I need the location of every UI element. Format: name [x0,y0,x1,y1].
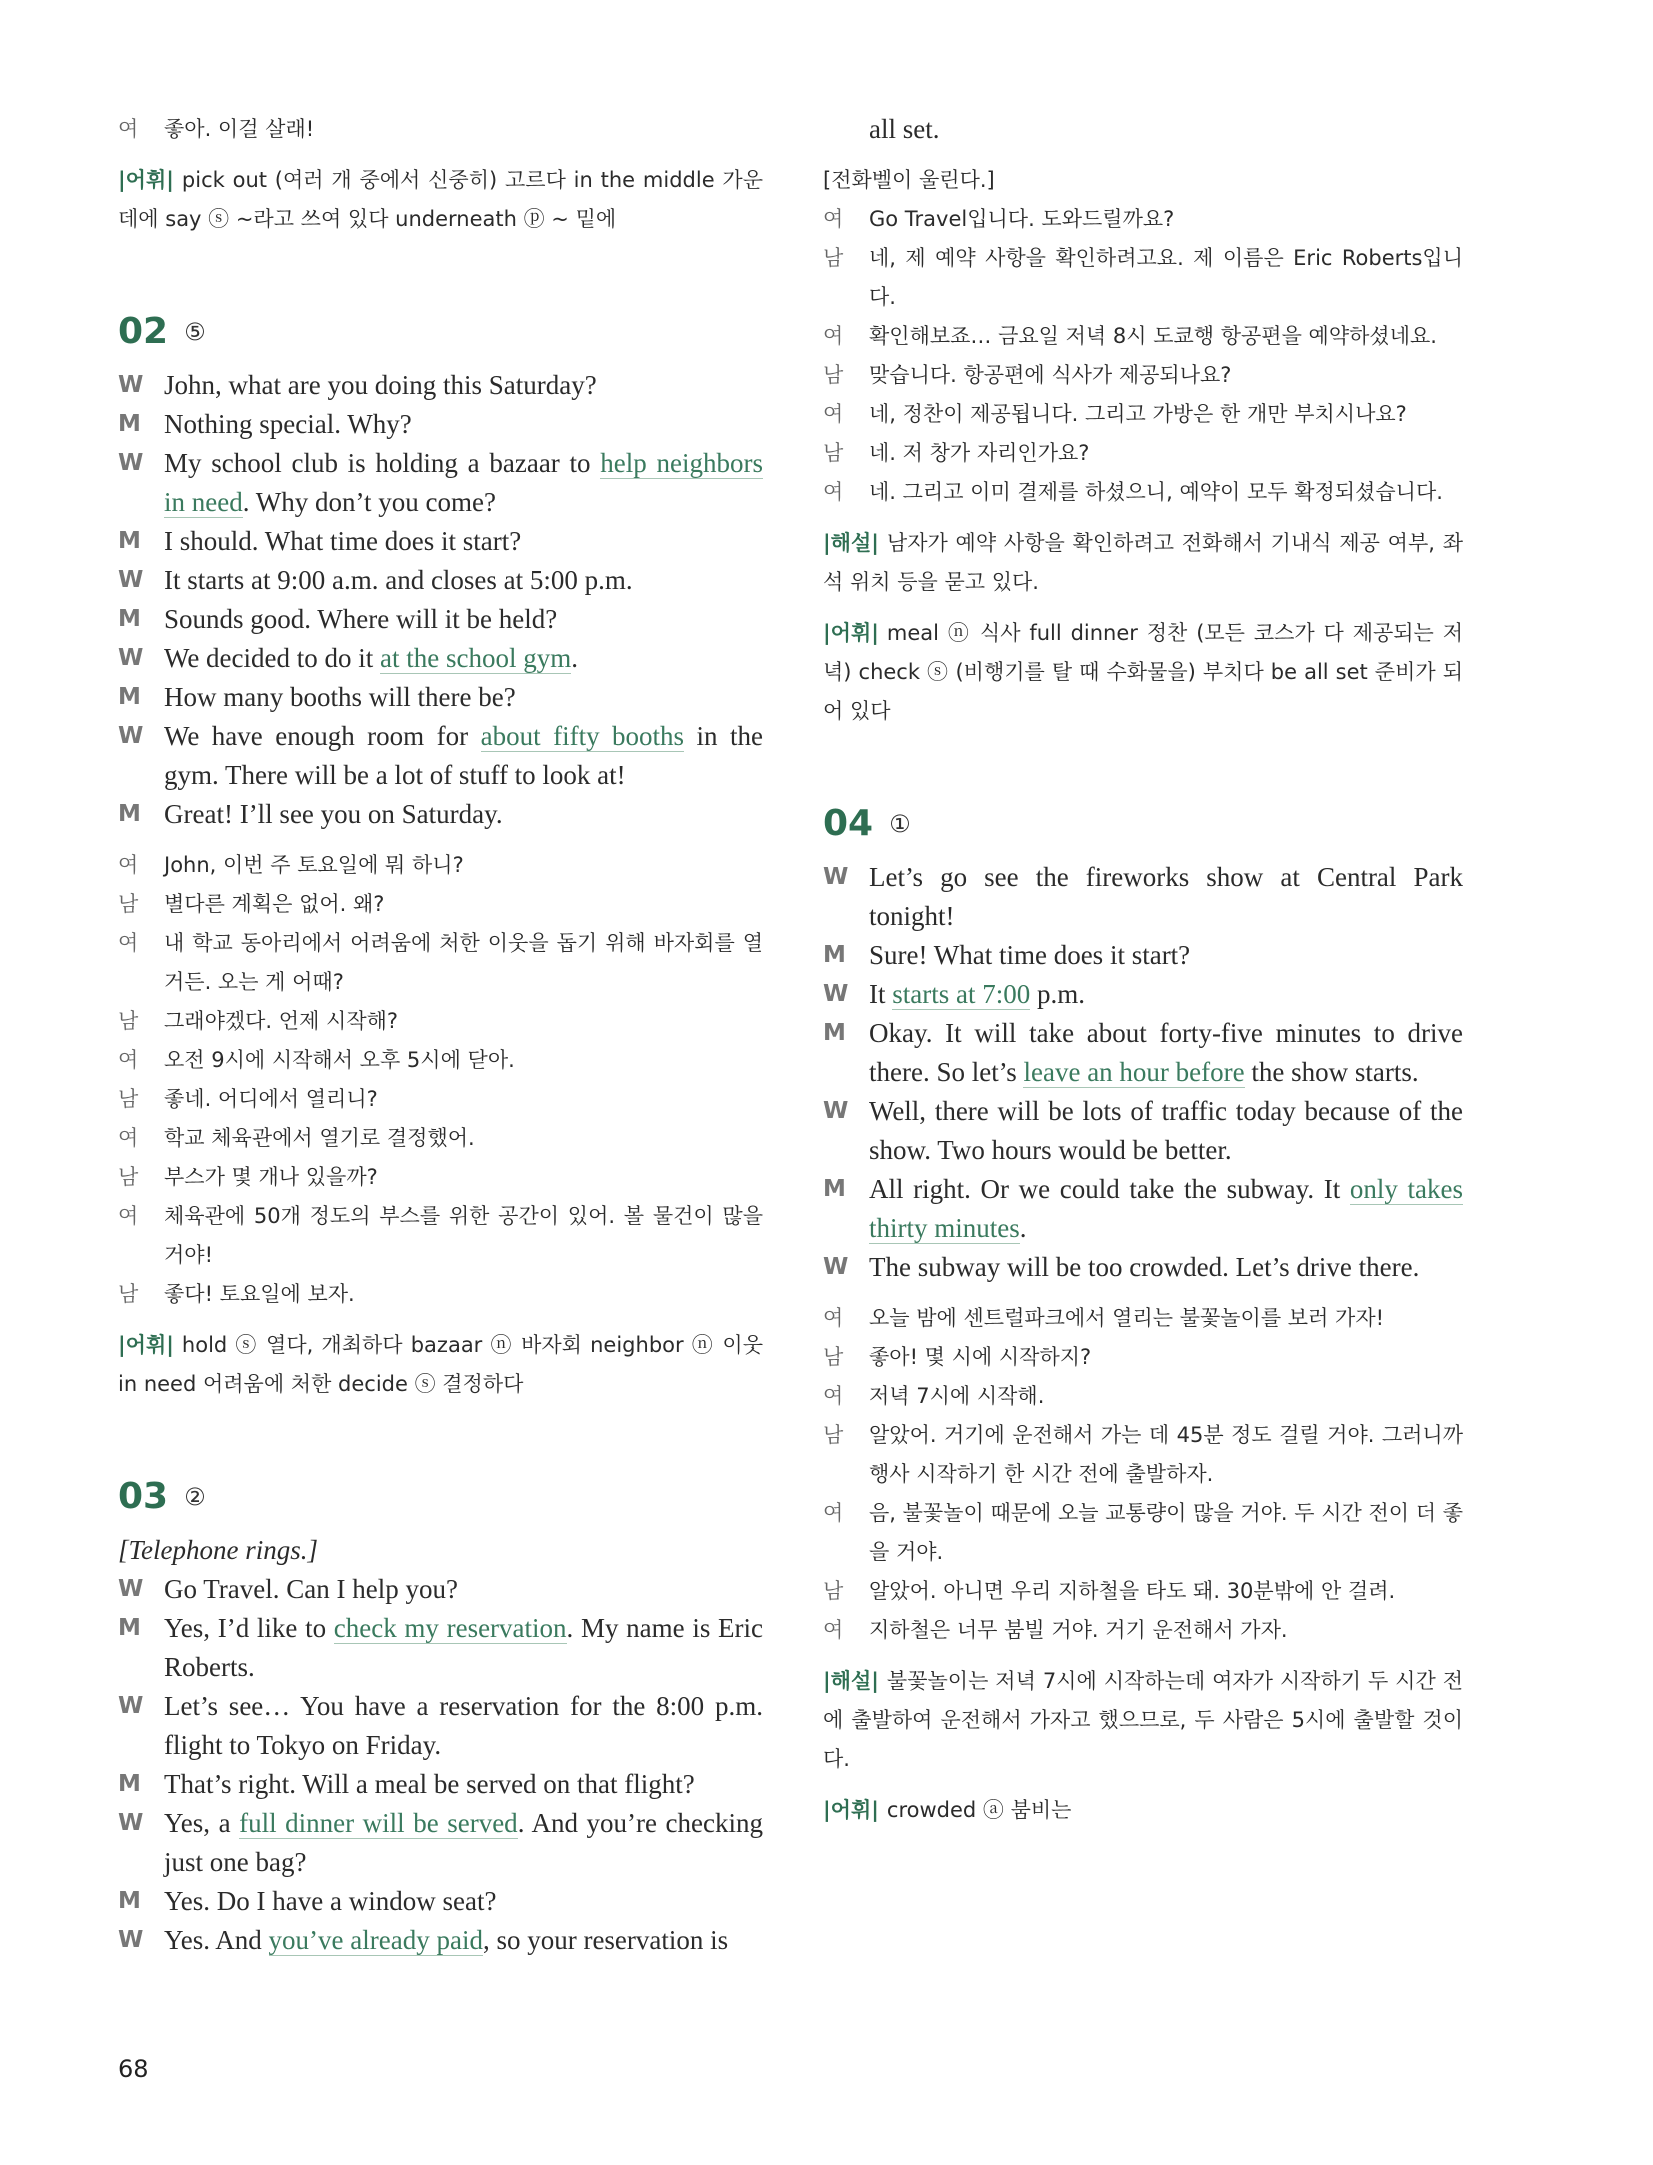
en-text [869,975,1463,1014]
speaker-label: 여 [823,207,844,231]
ko-dialogue-line [823,473,1463,512]
en-dialogue-line [823,1170,1463,1248]
en-text [164,600,763,639]
right-column [823,110,1463,1830]
text-segment: John, what are you doing this Saturday? [164,370,597,400]
text-segment: I should. What time does it start? [164,526,522,556]
vocab-text: meal ⓝ 식사 full dinner 정찬 (모든 코스가 다 제공되는 저녁) check ⓢ (비행기를 탈 때 수화물을) 부치다 be all set 준비가 되어 있다 [823,621,1463,723]
speaker-label: W [823,1098,849,1124]
en-dialogue-line [118,1765,763,1804]
en-dialogue-line [118,1882,763,1921]
speaker-label: 남 [823,363,844,387]
explanation-note [823,1662,1463,1779]
text-segment: . Why don’t you come? [242,487,496,517]
answer-highlight: help neighbors in need [164,448,763,517]
en-text [869,1014,1463,1092]
explanation-note [823,524,1463,602]
speaker-label: 여 [823,1618,844,1642]
en-dialogue-line [823,936,1463,975]
ko-dialogue-line [823,1377,1463,1416]
ko-text: 네, 제 예약 사항을 확인하려고요. 제 이름은 Eric Roberts입니다. [869,246,1463,309]
vocab-note [823,614,1463,731]
speaker-label: W [118,567,144,593]
en-text [164,1570,763,1609]
speaker-label: 남 [823,1579,844,1603]
answer-number: ① [889,809,911,838]
answer-highlight: leave an hour before [1023,1057,1245,1087]
q04-korean-dialogue [823,1299,1463,1650]
speaker-label: 여 [118,931,139,955]
text-segment: , so your reservation is [482,1925,729,1955]
text-segment: Yes. And [164,1925,269,1955]
speaker-label: 남 [118,1282,139,1306]
ko-dialogue-line [823,356,1463,395]
en-text [164,444,763,522]
explanation-tag: |해설| [823,1669,879,1693]
en-text [164,1882,763,1921]
ko-dialogue-line [823,1611,1463,1650]
speaker-label: 남 [118,1165,139,1189]
speaker-label: M [118,684,141,710]
vocab-note [823,1791,1463,1830]
ko-text: 별다른 계획은 없어. 왜? [164,892,385,916]
text-segment: Nothing special. Why? [164,409,412,439]
en-dialogue-line [118,1804,763,1882]
ko-dialogue-line [823,1416,1463,1494]
vocab-tag: |어휘| [118,1333,174,1357]
en-text [869,1092,1463,1170]
vocab-text: pick out (여러 개 중에서 신중히) 고르다 in the middle 가운데에 say ⓢ ~라고 쓰여 있다 underneath ⓟ ~ 밑에 [118,168,763,231]
en-text [164,522,763,561]
answer-number: ⑤ [184,317,206,346]
en-text [164,1804,763,1882]
speaker-label: 여 [118,117,139,141]
speaker-label: M [823,942,846,968]
ko-text: 좋아! 몇 시에 시작하지? [869,1345,1092,1369]
answer-highlight: at the school gym [380,643,572,673]
speaker-label: 여 [118,1204,139,1228]
text-segment: Well, there will be lots of traffic today because of the show. Two hours would be better. [869,1096,1463,1165]
text-segment: We have enough room for [164,721,481,751]
dialogue-continuation: all set. [869,114,940,144]
ko-text: 알았어. 아니면 우리 지하철을 타도 돼. 30분밖에 안 걸려. [869,1579,1396,1603]
text-segment: All right. Or we could take the subway. It [869,1174,1350,1204]
answer-number: ② [184,1482,206,1511]
speaker-label: M [118,801,141,827]
ko-text: John, 이번 주 토요일에 뭐 하니? [164,853,464,877]
speaker-label: 남 [823,441,844,465]
question-number: 03 [118,1476,169,1517]
ko-dialogue-line [118,1197,763,1275]
en-dialogue-line [823,858,1463,936]
text-segment: Go Travel. Can I help you? [164,1574,458,1604]
speaker-label: M [118,411,141,437]
text-segment: It [869,979,893,1009]
ko-text: 네. 그리고 이미 결제를 하셨으니, 예약이 모두 확정되셨습니다. [869,480,1443,504]
q03-korean-dialogue [823,200,1463,512]
en-dialogue-line [823,1014,1463,1092]
ko-text: 음, 불꽃놀이 때문에 오늘 교통량이 많을 거야. 두 시간 전이 더 좋을 거야. [869,1501,1463,1564]
en-dialogue-line [118,1687,763,1765]
en-text [164,405,763,444]
speaker-label: W [118,645,144,671]
en-dialogue-line [823,1092,1463,1170]
text-segment: . And you’re checking just one bag? [164,1808,763,1877]
text-segment: in the gym. There will be a lot of stuff to look at! [164,721,764,790]
speaker-label: 남 [823,1345,844,1369]
ko-dialogue-line [118,1002,763,1041]
vocab-text: hold ⓢ 열다, 개최하다 bazaar ⓝ 바자회 neighbor ⓝ 이웃 in need 어려움에 처한 decide ⓢ 결정하다 [118,1333,763,1396]
speaker-label: W [118,1810,144,1836]
speaker-label: W [118,450,144,476]
en-text [164,1921,763,1960]
ko-stage-direction: [전화벨이 울린다.] [823,168,995,192]
en-dialogue-line [823,975,1463,1014]
speaker-label: 여 [823,324,844,348]
speaker-label: M [823,1020,846,1046]
speaker-label: M [118,1615,141,1641]
en-dialogue-line [118,1921,763,1960]
q04-english-dialogue [823,858,1463,1287]
speaker-label: W [118,1576,144,1602]
text-segment: Yes, a [164,1808,240,1838]
text-segment: Yes. Do I have a window seat? [164,1886,497,1916]
ko-dialogue-line [823,1338,1463,1377]
en-dialogue-line [823,1248,1463,1287]
en-text [869,936,1463,975]
speaker-label: W [118,1927,144,1953]
explanation-text: 불꽃놀이는 저녁 7시에 시작하는데 여자가 시작하기 두 시간 전에 출발하여 운전해서 가자고 했으므로, 두 사람은 5시에 출발할 것이다. [823,1669,1463,1771]
text-segment: Let’s see… You have a reservation for the 8:00 p.m. flight to Tokyo on Friday. [164,1691,763,1760]
ko-dialogue-line [118,1275,763,1314]
en-dialogue-line [118,444,763,522]
en-dialogue-line [118,1570,763,1609]
ko-dialogue-line [823,239,1463,317]
ko-dialogue-line [118,1080,763,1119]
ko-dialogue-line [823,200,1463,239]
text-segment: the show starts. [1244,1057,1419,1087]
en-dialogue-line [118,795,763,834]
text-segment: My school club is holding a bazaar to [164,448,601,478]
en-dialogue-line [118,366,763,405]
speaker-label: W [118,372,144,398]
q03-english-dialogue [118,1570,763,1960]
ko-text: 오전 9시에 시작해서 오후 5시에 닫아. [164,1048,515,1072]
ko-text: 맞습니다. 항공편에 식사가 제공되나요? [869,363,1232,387]
vocab-note [118,161,763,239]
ko-text: 확인해보죠… 금요일 저녁 8시 도쿄행 항공편을 예약하셨네요. [869,324,1437,348]
ko-dialogue-line [823,395,1463,434]
question-number: 04 [823,803,874,844]
speaker-label: 남 [118,1009,139,1033]
ko-text: 지하철은 너무 붐빌 거야. 거기 운전해서 가자. [869,1618,1288,1642]
speaker-label: 여 [823,402,844,426]
en-text [164,678,763,717]
en-text [164,717,763,795]
text-segment: We decided to do it [164,643,381,673]
speaker-label: 여 [118,1126,139,1150]
answer-highlight: check my reservation [333,1613,567,1643]
en-dialogue-line [118,717,763,795]
en-text [164,1609,763,1687]
ko-dialogue-line [118,110,763,149]
en-text [869,1170,1463,1248]
en-text [164,1765,763,1804]
text-segment: Let’s go see the fireworks show at Central Park tonight! [869,862,1463,931]
text-segment: . [1019,1213,1027,1243]
answer-highlight: only takes thirty minutes [869,1174,1463,1243]
text-segment: It starts at 9:00 a.m. and closes at 5:00 p.m. [164,565,633,595]
speaker-label: 여 [823,1501,844,1525]
en-dialogue-line [118,561,763,600]
speaker-label: W [823,1254,849,1280]
en-text [164,795,763,834]
text-segment: Sounds good. Where will it be held? [164,604,558,634]
en-dialogue-line [118,1609,763,1687]
speaker-label: 여 [823,480,844,504]
ko-dialogue-line [118,846,763,885]
ko-dialogue-line [823,1299,1463,1338]
ko-dialogue-line [118,1041,763,1080]
page-number: 68 [118,2055,149,2083]
speaker-label: M [118,1771,141,1797]
ko-text: 체육관에 50개 정도의 부스를 위한 공간이 있어. 볼 물건이 많을 거야! [164,1204,763,1267]
ko-text: 그래야겠다. 언제 시작해? [164,1009,399,1033]
ko-dialogue-line [823,434,1463,473]
speaker-label: 여 [823,1306,844,1330]
text-segment: . [571,643,578,673]
question-03-header [118,1476,763,1517]
en-text [869,1248,1463,1287]
text-segment: p.m. [1030,979,1085,1009]
en-dialogue-line [118,600,763,639]
speaker-label: M [118,1888,141,1914]
speaker-label: 여 [823,1384,844,1408]
ko-text: 네. 저 창가 자리인가요? [869,441,1090,465]
ko-text: 오늘 밤에 센트럴파크에서 열리는 불꽃놀이를 보러 가자! [869,1306,1385,1330]
text-segment: Sure! What time does it start? [869,940,1191,970]
ko-text: 알았어. 거기에 운전해서 가는 데 45분 정도 걸릴 거야. 그러니까 행사 시작하기 한 시간 전에 출발하자. [869,1423,1463,1486]
question-number: 02 [118,311,169,352]
explanation-tag: |해설| [823,531,879,555]
text-segment: Okay. It will take about forty-five minutes to drive there. So let’s [869,1018,1463,1087]
text-segment: Yes, I’d like to [164,1613,334,1643]
answer-highlight: you’ve already paid [268,1925,483,1955]
q02-korean-dialogue [118,846,763,1314]
speaker-label: W [823,864,849,890]
ko-dialogue-line [118,924,763,1002]
text-segment: How many booths will there be? [164,682,516,712]
en-dialogue-line [118,522,763,561]
answer-highlight: full dinner will be served [239,1808,518,1838]
ko-text: 좋네. 어디에서 열리니? [164,1087,378,1111]
ko-text: 학교 체육관에서 열기로 결정했어. [164,1126,475,1150]
en-text [164,1687,763,1765]
vocab-tag: |어휘| [118,168,174,192]
question-02-header [118,311,763,352]
vocab-text: crowded ⓐ 붐비는 [886,1798,1072,1822]
ko-dialogue-line [118,885,763,924]
ko-dialogue-line [823,1572,1463,1611]
speaker-label: 여 [118,1048,139,1072]
en-dialogue-line [118,639,763,678]
speaker-label: M [823,1176,846,1202]
left-column [118,110,763,1960]
text-segment: Great! I’ll see you on Saturday. [164,799,503,829]
speaker-label: M [118,606,141,632]
text-segment: That’s right. Will a meal be served on that flight? [164,1769,695,1799]
speaker-label: W [118,1693,144,1719]
speaker-label: 남 [118,1087,139,1111]
text-segment: The subway will be too crowded. Let’s drive there. [869,1252,1420,1282]
ko-text: 내 학교 동아리에서 어려움에 처한 이웃을 돕기 위해 바자회를 열거든. 오는 게 어때? [164,931,763,994]
q02-english-dialogue [118,366,763,834]
speaker-label: 남 [118,892,139,916]
speaker-label: 남 [823,246,844,270]
text-segment: . My name is Eric Roberts. [164,1613,763,1682]
en-text [164,366,763,405]
speaker-label: 여 [118,853,139,877]
speaker-label: W [118,723,144,749]
en-text [164,561,763,600]
ko-text: 네, 정찬이 제공됩니다. 그리고 가방은 한 개만 부치시나요? [869,402,1407,426]
ko-text: 좋아. 이걸 살래! [164,117,315,141]
vocab-tag: |어휘| [823,621,879,645]
ko-text: 좋다! 토요일에 보자. [164,1282,355,1306]
ko-dialogue-line [823,317,1463,356]
ko-dialogue-line [118,1158,763,1197]
speaker-label: W [823,981,849,1007]
stage-direction: [Telephone rings.] [118,1535,319,1565]
en-dialogue-line [118,678,763,717]
ko-text: 부스가 몇 개나 있을까? [164,1165,378,1189]
answer-highlight: starts at 7:00 [892,979,1031,1009]
speaker-label: 남 [823,1423,844,1447]
ko-text: Go Travel입니다. 도와드릴까요? [869,207,1175,231]
vocab-note [118,1326,763,1404]
en-dialogue-line [118,405,763,444]
explanation-text: 남자가 예약 사항을 확인하려고 전화해서 기내식 제공 여부, 좌석 위치 등을 묻고 있다. [823,531,1463,594]
speaker-label: M [118,528,141,554]
answer-highlight: about fifty booths [480,721,685,751]
en-text [869,858,1463,936]
ko-dialogue-line [118,1119,763,1158]
ko-dialogue-line [823,1494,1463,1572]
ko-text: 저녁 7시에 시작해. [869,1384,1045,1408]
vocab-tag: |어휘| [823,1798,879,1822]
question-04-header [823,803,1463,844]
en-text [164,639,763,678]
